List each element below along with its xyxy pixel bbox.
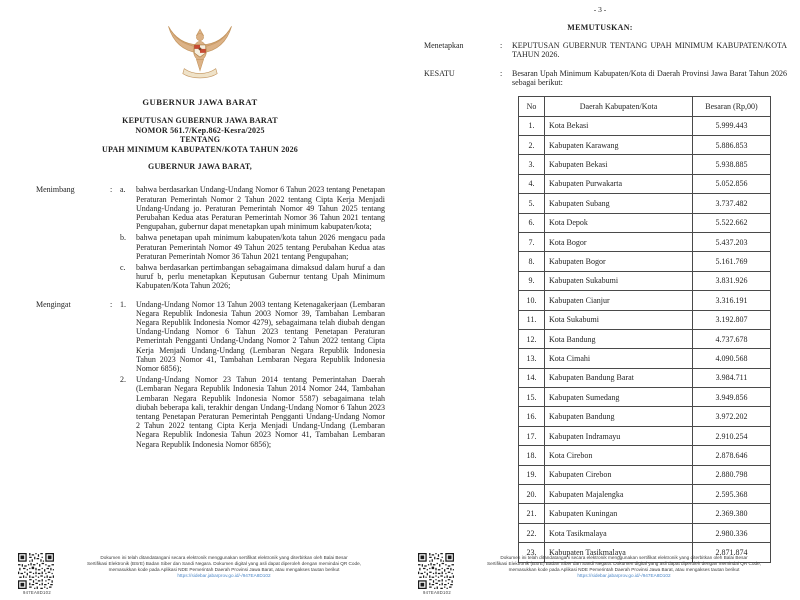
wage-amount: 3.316.191	[693, 291, 771, 310]
region-name: Kota Depok	[545, 213, 693, 232]
table-row	[519, 388, 771, 407]
row-no: 6.	[519, 213, 545, 232]
item-marker: 1.	[120, 299, 126, 309]
wage-amount: 2.880.798	[693, 465, 771, 484]
table-row	[519, 329, 771, 348]
table-row	[519, 174, 771, 193]
header-amount: Besaran (Rp,00)	[693, 96, 771, 116]
row-no: 1.	[519, 116, 545, 135]
wage-amount: 2.878.646	[693, 446, 771, 465]
table-row	[519, 271, 771, 290]
menimbang-section	[0, 185, 400, 290]
qr-box	[18, 553, 56, 595]
page-right	[400, 0, 800, 600]
wage-amount: 2.369.380	[693, 504, 771, 523]
row-no: 11.	[519, 310, 545, 329]
doc-title	[0, 116, 400, 154]
item-text: bahwa penetapan upah minimum kabupaten/kota tahun 2026 mengacu pada Peraturan Pemerintah Nomor 49 Tahun 2025 tentang Perubahan Kedua atas Peraturan Pemerintah Nomor 36 Tahun 2021 tentang Pengupahan;	[136, 233, 385, 261]
footer-line2: Sertifikasi Elektronik (BSrE) Badan Siber dan Sandi Negara. Dokumen digital yang asli dapat diperoleh dengan memindai QR Code,	[486, 561, 762, 566]
wage-amount: 2.871.874	[693, 543, 771, 562]
region-name: Kabupaten Majalengka	[545, 485, 693, 504]
wage-amount: 4.090.568	[693, 349, 771, 368]
qr-label: 947EA8D102	[423, 590, 451, 595]
mengingat-label: Mengingat	[36, 299, 71, 309]
qr-code-icon	[418, 553, 454, 589]
item-text: Undang-Undang Nomor 23 Tahun 2014 tentang Pemerintahan Daerah (Lembaran Negara Republik Indonesia Tahun 2014 Nomor 244, Tambahan Lembaran Negara Republik Indonesia Nomor 5587) sebagaimana telah diubah beberapa kali, terakhir dengan Undang-Undang Nomor 6 Tahun 2023 tentang Penetapan Peraturan Pemerintah Pengganti Undang-Undang Nomor 2 Tahun 2022 tentang Cipta Kerja Menjadi Undang-Undang (Lembaran Negara Republik Indonesia Tahun 2023 Nomor 41, Tambahan Lembaran Negara Republik Indonesia Nomor 6856);	[136, 375, 385, 449]
wage-amount: 3.972.202	[693, 407, 771, 426]
table-row	[519, 136, 771, 155]
wage-amount: 5.161.769	[693, 252, 771, 271]
kesatu-text: Besaran Upah Minimum Kabupaten/Kota di Daerah Provinsi Jawa Barat Tahun 2026 sebagai berikut:	[512, 68, 787, 88]
region-name: Kota Bekasi	[545, 116, 693, 135]
doc-title-line2: NOMOR 561.7/Kep.862-Kesra/2025	[135, 125, 265, 135]
table-row	[519, 232, 771, 251]
table-header-row	[519, 96, 771, 116]
region-name: Kabupaten Purwakarta	[545, 174, 693, 193]
item-text: bahwa berdasarkan Undang-Undang Nomor 6 Tahun 2023 tentang Penetapan Peraturan Pemerintah Nomor 2 Tahun 2022 tentang Cipta Kerja Menjadi Undang-Undang jo. Peraturan Pemerintah Nomor 49 Tahun 2025 tentang Perubahan Kedua atas Peraturan Pemerintah Nomor 36 Tahun 2021 tentang Pengupahan, gubernur dapat menetapkan upah minimum kabupaten/kota;	[136, 185, 385, 232]
wage-amount: 3.737.482	[693, 194, 771, 213]
wage-amount: 4.737.678	[693, 329, 771, 348]
memutuskan-heading: MEMUTUSKAN:	[567, 23, 633, 32]
row-no: 22.	[519, 523, 545, 542]
doc-title-line3: TENTANG	[179, 135, 221, 145]
table-row	[519, 426, 771, 445]
kesatu-section	[400, 69, 800, 88]
row-no: 20.	[519, 485, 545, 504]
wage-amount: 5.999.443	[693, 116, 771, 135]
row-no: 9.	[519, 271, 545, 290]
menetapkan-label: Menetapkan	[424, 41, 464, 50]
kesatu-colon: :	[500, 68, 503, 78]
item-text: bahwa berdasarkan pertimbangan sebagaimana dimaksud dalam huruf a dan huruf b, perlu menetapkan Keputusan Gubernur tentang Upah Minimum Kabupaten/Kota Tahun 2026;	[136, 263, 385, 291]
footer-line3: memasukkan kode pada Aplikasi NDE Pemerintah Daerah Provinsi Jawa Barat, atau mengakses tautan berikut	[508, 567, 740, 572]
salutation: GUBERNUR JAWA BARAT,	[148, 162, 252, 172]
footer-left	[18, 553, 392, 595]
menetapkan-colon: :	[500, 41, 503, 50]
footer-right	[418, 553, 792, 595]
region-name: Kota Tasikmalaya	[545, 523, 693, 542]
menimbang-label: Menimbang	[36, 185, 75, 195]
row-no: 15.	[519, 388, 545, 407]
table-row	[519, 465, 771, 484]
row-no: 12.	[519, 329, 545, 348]
menetapkan-section	[400, 41, 800, 60]
region-name: Kabupaten Kuningan	[545, 504, 693, 523]
item-marker: 2.	[120, 375, 126, 385]
wage-amount: 5.886.853	[693, 136, 771, 155]
menimbang-colon: :	[110, 185, 113, 195]
footer-line3: memasukkan kode pada Aplikasi NDE Pemerintah Daerah Provinsi Jawa Barat, atau mengakses tautan berikut	[108, 567, 340, 572]
mengingat-section	[0, 300, 400, 449]
mengingat-colon: :	[110, 299, 113, 309]
region-name: Kabupaten Cianjur	[545, 291, 693, 310]
wage-amount: 3.984.711	[693, 368, 771, 387]
doc-title-line4: UPAH MINIMUM KABUPATEN/KOTA TAHUN 2026	[101, 144, 299, 154]
region-name: Kabupaten Bandung Barat	[545, 368, 693, 387]
region-name: Kota Cirebon	[545, 446, 693, 465]
region-name: Kabupaten Bogor	[545, 252, 693, 271]
region-name: Kabupaten Tasikmalaya	[545, 543, 693, 562]
header-no: No	[519, 96, 545, 116]
kesatu-label: KESATU	[424, 68, 455, 78]
region-name: Kabupaten Sumedang	[545, 388, 693, 407]
region-name: Kota Sukabumi	[545, 310, 693, 329]
table-row	[519, 368, 771, 387]
region-name: Kota Bogor	[545, 232, 693, 251]
emblem-wrap	[0, 0, 400, 93]
row-no: 7.	[519, 232, 545, 251]
footer-text	[56, 553, 392, 579]
footer-line1: Dokumen ini telah ditandatangani secara elektronik menggunakan sertifikat elektronik yang diterbitkan oleh Balai Besar	[500, 555, 748, 560]
org-title: GUBERNUR JAWA BARAT	[142, 97, 258, 107]
region-name: Kabupaten Karawang	[545, 136, 693, 155]
menetapkan-text: KEPUTUSAN GUBERNUR TENTANG UPAH MINIMUM KABUPATEN/KOTA TAHUN 2026.	[512, 41, 787, 60]
table-row	[519, 194, 771, 213]
table-row	[519, 310, 771, 329]
row-no: 23.	[519, 543, 545, 562]
minimum-wage-table	[518, 96, 771, 563]
region-name: Kabupaten Cirebon	[545, 465, 693, 484]
wage-amount: 5.437.203	[693, 232, 771, 251]
header-region: Daerah Kabupaten/Kota	[545, 96, 693, 116]
wage-amount: 3.192.807	[693, 310, 771, 329]
qr-box	[418, 553, 456, 595]
region-name: Kabupaten Sukabumi	[545, 271, 693, 290]
row-no: 21.	[519, 504, 545, 523]
footer-verification-link[interactable]: https://sidebar.jabarprov.go.id/-/947EA8D102	[577, 573, 671, 578]
table-row	[519, 252, 771, 271]
wage-amount: 2.980.336	[693, 523, 771, 542]
table-row	[519, 291, 771, 310]
table-row	[519, 213, 771, 232]
doc-title-line1: KEPUTUSAN GUBERNUR JAWA BARAT	[122, 116, 278, 125]
row-no: 2.	[519, 136, 545, 155]
qr-label: 947EA8D102	[23, 590, 51, 595]
item-text: Undang-Undang Nomor 13 Tahun 2003 tentang Ketenagakerjaan (Lembaran Negara Republik Indonesia Tahun 2003 Nomor 39, Tambahan Lembaran Negara Republik Indonesia Nomor 4279), sebagaimana telah diubah dengan Undang-Undang Nomor 6 Tahun 2023 tentang Penetapan Peraturan Pemerintah Pengganti Undang-Undang Nomor 2 Tahun 2022 tentang Cipta Kerja Menjadi Undang-Undang (Lembaran Negara Republik Indonesia Tahun 2023 Nomor 41, Tambahan Lembaran Negara Republik Indonesia Nomor 6856);	[136, 299, 385, 374]
region-name: Kota Cimahi	[545, 349, 693, 368]
row-no: 4.	[519, 174, 545, 193]
qr-code-icon	[18, 553, 54, 589]
wage-amount: 3.831.926	[693, 271, 771, 290]
row-no: 3.	[519, 155, 545, 174]
region-name: Kabupaten Subang	[545, 194, 693, 213]
row-no: 18.	[519, 446, 545, 465]
region-name: Kabupaten Indramayu	[545, 426, 693, 445]
wage-amount: 3.949.856	[693, 388, 771, 407]
wage-amount: 5.938.885	[693, 155, 771, 174]
item-marker: c.	[120, 263, 126, 272]
table-row	[519, 407, 771, 426]
footer-line1: Dokumen ini telah ditandatangani secara elektronik menggunakan sertifikat elektronik yang diterbitkan oleh Balai Besar	[100, 555, 348, 560]
table-row	[519, 155, 771, 174]
region-name: Kabupaten Bandung	[545, 407, 693, 426]
footer-text	[456, 553, 792, 579]
row-no: 17.	[519, 426, 545, 445]
wage-amount: 2.910.254	[693, 426, 771, 445]
region-name: Kota Bandung	[545, 329, 693, 348]
table-row	[519, 485, 771, 504]
item-marker: a.	[120, 185, 126, 195]
row-no: 16.	[519, 407, 545, 426]
table-row	[519, 504, 771, 523]
row-no: 10.	[519, 291, 545, 310]
wage-amount: 5.052.856	[693, 174, 771, 193]
wage-amount: 2.595.368	[693, 485, 771, 504]
row-no: 19.	[519, 465, 545, 484]
wage-amount: 5.522.662	[693, 213, 771, 232]
region-name: Kabupaten Bekasi	[545, 155, 693, 174]
row-no: 13.	[519, 349, 545, 368]
page-number: - 3 -	[593, 5, 607, 14]
item-marker: b.	[120, 233, 126, 243]
row-no: 5.	[519, 194, 545, 213]
table-row	[519, 523, 771, 542]
footer-line2: Sertifikasi Elektronik (BSrE) Badan Siber dan Sandi Negara. Dokumen digital yang asli dapat diperoleh dengan memindai QR Code,	[86, 561, 362, 566]
row-no: 8.	[519, 252, 545, 271]
table-row	[519, 349, 771, 368]
row-no: 14.	[519, 368, 545, 387]
footer-verification-link[interactable]: https://sidebar.jabarprov.go.id/-/947EA8D102	[177, 573, 271, 578]
table-row	[519, 116, 771, 135]
garuda-emblem-icon	[162, 22, 238, 88]
table-row	[519, 446, 771, 465]
